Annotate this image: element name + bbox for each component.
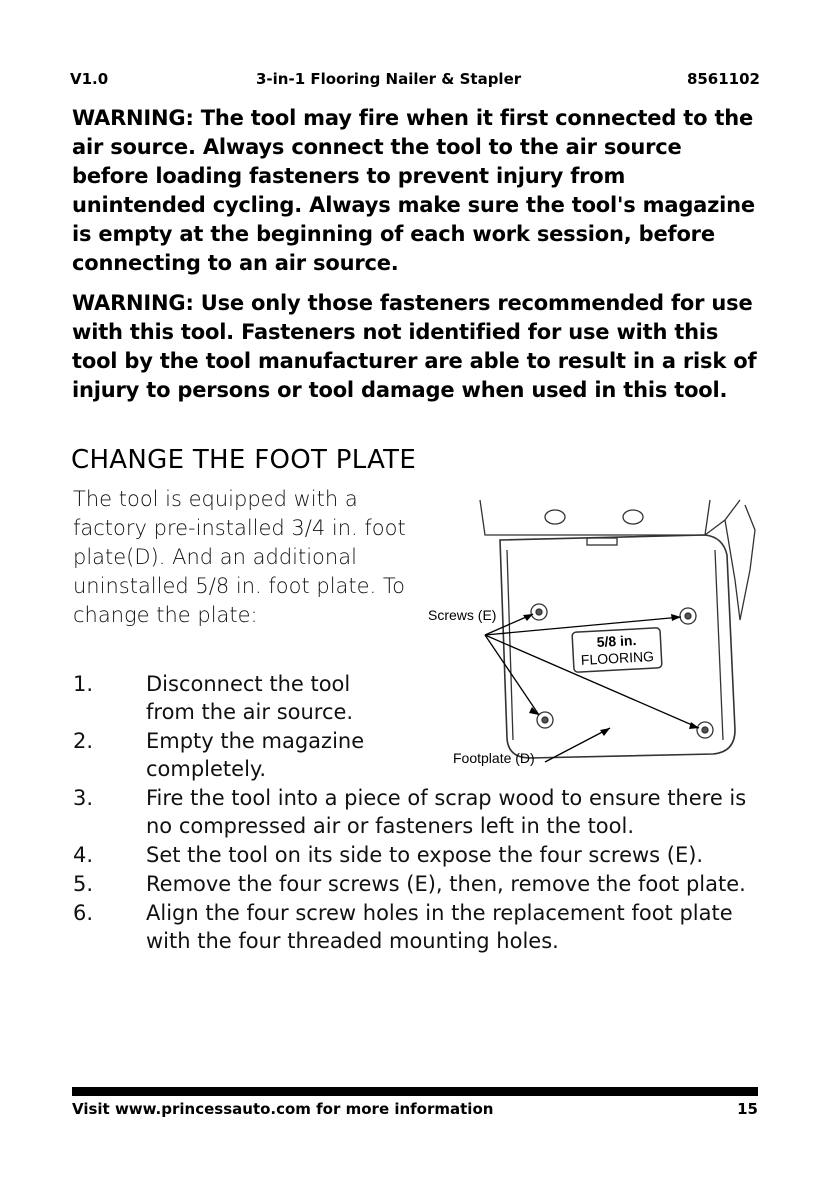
step-item [73,784,763,840]
step-text: Remove the four screws (E), then, remove the foot plate. [146,872,746,896]
section-title: CHANGE THE FOOT PLATE [71,445,417,475]
step-item [73,841,763,869]
product-code: 8561102 [686,70,760,88]
step-number: 2. [73,729,94,753]
step-number: 4. [73,843,94,867]
intro-paragraph: The tool is equipped with a factory pre-installed 3/4 in. foot plate(D). And an additional uninstalled 5/8 in. foot plate. To change the plate: [73,487,406,627]
step-number: 3. [73,786,94,810]
footer-website-text: Visit www.princessauto.com for more information [72,1100,494,1118]
page-footer [72,1100,758,1118]
step-item [73,870,763,898]
foot-plate-illustration [405,490,765,780]
document-title: 3-in-1 Flooring Nailer & Stapler [256,70,522,88]
step-text: Empty the magazine completely. [146,729,365,781]
plate-text-size: 5/8 in. [596,631,637,651]
footer-divider [72,1087,758,1096]
step-number: 5. [73,872,94,896]
version-label: V1.0 [70,70,109,88]
footplate-label: Footplate (D) [453,750,535,766]
step-text: Disconnect the tool from the air source. [146,672,354,724]
warning-connect-air: WARNING: The tool may fire when it first connected to the air source. Always connect the tool to the air source before loading fasteners to prevent injury from unintended cycling. Always make sure the tool's magazine is empty at the beginning of each work session, before connecting to an air source. [72,106,755,275]
step-text: Set the tool on its side to expose the four screws (E). [146,843,704,867]
step-text: Align the four screw holes in the replacement foot plate with the four threaded mounting holes. [146,901,733,953]
screws-label: Screws (E) [428,607,497,623]
step-item [73,899,763,955]
warning-fasteners: WARNING: Use only those fasteners recommended for use with this tool. Fasteners not identified for use with this tool by the tool manufacturer are able to result in a risk of injury to persons or tool damage when used in this tool. [72,291,757,402]
page-number: 15 [737,1100,758,1118]
step-text: Fire the tool into a piece of scrap wood to ensure there is no compressed air or fasteners left in the tool. [146,786,747,838]
page-header [70,70,760,94]
step-number: 1. [73,672,94,696]
step-number: 6. [73,901,94,925]
plate-text-flooring: FLOORING [580,648,655,668]
